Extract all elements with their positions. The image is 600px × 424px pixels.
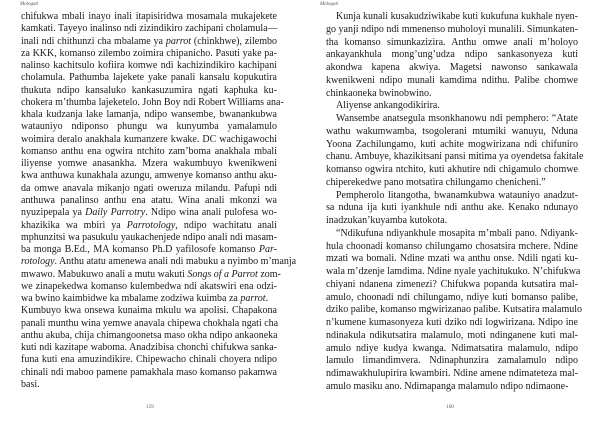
text-segment: Kumbuyo kwa onsewa kunaima mkulu wa apolisi. Chapakona [21, 305, 277, 317]
text-segment: nalinso kachitsulo kofiira komwe ndi kachizindikiro kachipani [21, 60, 277, 72]
text-line [21, 318, 277, 330]
text-line [21, 256, 297, 268]
text-line [21, 48, 277, 60]
text-segment: go yanji ndipo ndi mmenenso muholoyi munalili. Simunkaten- [326, 23, 578, 35]
text-segment: (chinkhwe), zilembo [191, 35, 277, 47]
body-text [21, 11, 297, 391]
text-line [326, 24, 578, 37]
body-text [326, 11, 584, 394]
text-segment: lamulo limandimvera. Ndinaphunzira zamalamulo ndipo [326, 355, 578, 367]
text-line [21, 146, 277, 158]
text-line [326, 355, 578, 368]
text-line [21, 220, 277, 232]
text-segment: wala m’dzenje lamdima. Ndine nyale yachitukuko. N’chifukwa [326, 266, 581, 277]
text-segment: chanu. Ambuye, khazikitsani pansi mitima ya oyendetsa fakitale [326, 151, 584, 163]
text-line [21, 96, 284, 109]
text-segment: chinali ndi maboo pamene pamakhala maso komanso pakamwa [21, 366, 277, 378]
text-line [326, 88, 578, 101]
text-segment: Kunja kunali kusakudziwikabe kuti kukufuna kukhale nyen- [336, 11, 578, 22]
text-segment: chifukwa mbali inayo inali itapisiridwa mosamala mukajekete [21, 11, 277, 22]
text-segment: funa kuti ena amuzindikire. Chipewacho chinali choyera ndipo [21, 354, 277, 366]
text-segment: dziko palibe, komanso mgwirizanao palibe. Kutsatira malamulo [326, 304, 583, 316]
text-segment: n’kumene kumasonyeza kuti dziko ndi logwirizana. Ndipo ine [326, 317, 578, 328]
text-segment: ndinakula ndikutsatira malamulo, moti ndinganene kuti mal- [326, 329, 578, 341]
text-line [326, 113, 578, 126]
text-segment: mzati wa bomali. Ndine mzati wa anthu onse. Ndili ngati ku- [326, 253, 578, 265]
text-line [21, 354, 277, 366]
text-line [21, 23, 277, 35]
text-segment: mphunzitsi wa pasukulu yaukachenjede ndipo anali ndi masam- [21, 231, 277, 243]
text-line [326, 343, 578, 356]
text-segment: kwenikweni ndipo munali kamdima ndithu. Palibe chomwe [326, 74, 578, 86]
italic-text: Daily Parrotry [85, 207, 146, 219]
text-line [21, 36, 277, 48]
text-line [21, 183, 277, 195]
text-segment: anthu akuba, chija chimangoonetsa maso okha ndipo ankaoneka [21, 329, 278, 341]
text-segment: watauniyo ndiponso phungu wa kunyumba yamalamulo [21, 121, 277, 133]
running-header: Mologati [20, 2, 39, 7]
text-segment: Aliyense ankangodikirira. [336, 100, 440, 112]
text-segment: we zinapekedwa komanso kulembedwa ndi akatswiri ena odzi- [21, 280, 277, 292]
text-segment: inadzukan’kuyamba kutokota. [326, 215, 448, 226]
text-segment: panali munthu wina yemwe anavala chipewa chokhala ngati cha [21, 317, 279, 329]
text-line [21, 207, 277, 219]
text-segment: khala kudzanja lake lamanja, ndipo wansembe, bwanankubwa [21, 109, 277, 121]
text-line [21, 121, 277, 133]
text-line [326, 253, 578, 266]
text-line [21, 195, 277, 207]
text-line [21, 268, 281, 281]
text-line [326, 139, 578, 152]
text-line [326, 164, 578, 177]
italic-text: rotology [21, 256, 55, 268]
text-line [326, 292, 578, 305]
text-segment: iliyense yomwe anasankha. Mzera wakumbuyo kwenikweni [21, 158, 277, 170]
text-line [21, 232, 277, 244]
text-line [21, 367, 277, 379]
text-segment: thukuta ndipo kansaluko kankasuzumira ngati kaphuka ku- [21, 84, 277, 96]
text-segment: chiperekedwe pano motsatira chilungamo chenicheni.” [326, 176, 546, 188]
text-segment: kwa anthuwa kunakhala azungu, amwenye komanso anthu aku- [21, 170, 277, 182]
text-segment: komanso anthu ena ogwira ntchito zam’boma anakhala mbali [21, 145, 277, 157]
italic-text: Parrotology [126, 219, 176, 231]
text-segment: chiyani ndanena zimenezi? Chifukwa popanda kutsatira mal- [326, 278, 578, 290]
text-segment: sa nduna ija kuti iyankhule ndi anthu ake. Kenako ndunayo [326, 202, 578, 214]
italic-text: parrot [240, 293, 266, 305]
text-line [326, 177, 578, 190]
text-line [21, 170, 277, 182]
text-line [326, 151, 584, 164]
page-number: 160 [446, 405, 454, 410]
text-segment: komanso ogwira ntchito, kuti akhutire ndi chigamulo chomwe [326, 164, 578, 175]
text-segment: Yoona Zachilungamo, kuti achite mogwirizana ndi chifuniro [326, 138, 578, 150]
text-segment: zom- [257, 268, 281, 280]
text-line [21, 85, 277, 97]
text-segment: amulo, choonadi ndi chilungamo, ndiye kuti bomanso palibe, [326, 291, 578, 303]
text-segment: . [265, 293, 269, 305]
text-segment: ankayankhula mong’ung’udza ndipo sankasonyeza kuti [326, 49, 578, 61]
text-segment: ndimawakhulupirira kwambiri. Ndine amene ndimateteza mal- [326, 368, 578, 379]
text-line [326, 11, 578, 24]
text-segment: kuti ndi kazitape waboma. Anadzibisa chonchi chifukwa sanka- [21, 342, 277, 354]
text-line [326, 37, 578, 50]
text-segment: hula choonadi komanso chilungamo chosatsira mchere. Ndine [326, 240, 578, 252]
text-segment: inali ndi chithunzi cha mbalame ya [21, 35, 166, 47]
text-line [326, 202, 578, 215]
text-line [326, 75, 578, 88]
right-page [300, 0, 600, 424]
text-line [326, 368, 578, 381]
text-line [21, 109, 277, 121]
text-line [21, 72, 277, 84]
text-line [326, 381, 578, 394]
text-segment: cholamula. Pathumba lajekete yake panali kansalu kopukutira [21, 72, 277, 84]
text-segment: ba monga B.Ed., MA komanso Ph.D yafilosofe komanso [21, 244, 259, 256]
text-segment: mwawo. Mabukuwo anali a mutu wakuti [21, 268, 188, 280]
text-segment: basi. [21, 378, 40, 390]
text-line [326, 317, 578, 330]
text-line [326, 266, 581, 279]
text-line [326, 215, 578, 228]
text-segment: amulo ndiye kudya kwanga. Ndimatsatira malamulo, ndipo [326, 342, 578, 354]
text-segment: Pempherolo litangotha, bwanamkubwa watauniyo anadzut- [336, 189, 578, 201]
text-line [326, 279, 578, 292]
text-line [326, 62, 578, 75]
text-line [326, 190, 578, 203]
page-number: 159 [146, 405, 154, 410]
text-segment: da omwe anavala mikanjo ngati oweruza milandu. Pafupi ndi [21, 182, 277, 194]
text-line [21, 60, 277, 72]
text-segment: . Anthu atatu amenewa anali ndi mabuku a nyimbo m’manja [54, 256, 297, 268]
text-segment: chokera m’thumba lajeketelo. John Boy ndi Robert Williams ana- [21, 96, 284, 108]
text-segment: akondwa kapena akwiya. Magetsi nawonso sankawala [326, 62, 578, 73]
text-line [326, 126, 578, 139]
text-segment: amulo masiku ano. Ndimapanga malamulo ndipo ndimaone- [326, 380, 569, 392]
text-segment: tha komanso simunkazizira. Anthu omwe anali m’holoyo [326, 36, 578, 48]
text-segment: wa bwino kaimbidwe ka mbalame zodziwa kuimba za [21, 293, 241, 305]
text-line [21, 11, 277, 23]
text-line [326, 241, 578, 254]
text-line [21, 342, 277, 354]
text-segment: , ndipo wachitatu anali [175, 219, 277, 231]
text-line [21, 281, 277, 293]
text-segment: khazikika wa mbiri ya [21, 219, 127, 231]
text-line [21, 293, 277, 305]
running-header: Mologati [320, 2, 339, 7]
text-line [21, 244, 277, 256]
italic-text: Par- [258, 244, 277, 256]
text-segment: Wansembe anatsegula msonkhanowu ndi pemphero: “Atate [336, 113, 578, 124]
text-line [326, 228, 578, 241]
text-segment: za KKK, komanso zilembo zoimira chipanicho. Pasuti yake pa- [21, 47, 277, 59]
text-segment: wathu wakumwamba, tsogolerani mtumiki wanuyu, Nduna [326, 125, 578, 137]
text-line [326, 330, 578, 343]
text-segment: “Ndikufuna ndiyankhule mosapita m’mbali pano. Ndiyank- [336, 227, 578, 239]
text-line [21, 134, 277, 146]
text-line [326, 49, 578, 62]
text-line [21, 158, 277, 170]
text-line [21, 305, 277, 317]
text-segment: nyuzipepala ya [21, 207, 86, 219]
text-segment: anthuwa panalinso anthu ena atatu. Wina anali mkonzi wa [21, 194, 277, 206]
text-segment: . Ndipo wina anali pulofesa wo- [145, 207, 277, 219]
italic-text: Songs of a Parrot [187, 268, 258, 280]
text-segment: woimira deralo anakhala kumanzere kwake. DC wachigawochi [21, 133, 277, 145]
text-line [326, 304, 583, 317]
text-segment: chinkaoneka bwinobwino. [326, 87, 432, 99]
text-line [326, 100, 578, 113]
italic-text: parrot [165, 35, 192, 47]
text-line [21, 330, 277, 342]
text-segment: kamkati. Tayeyo inalinso ndi zizindikiro zachipani cholamula— [21, 23, 278, 35]
text-line [21, 379, 277, 391]
